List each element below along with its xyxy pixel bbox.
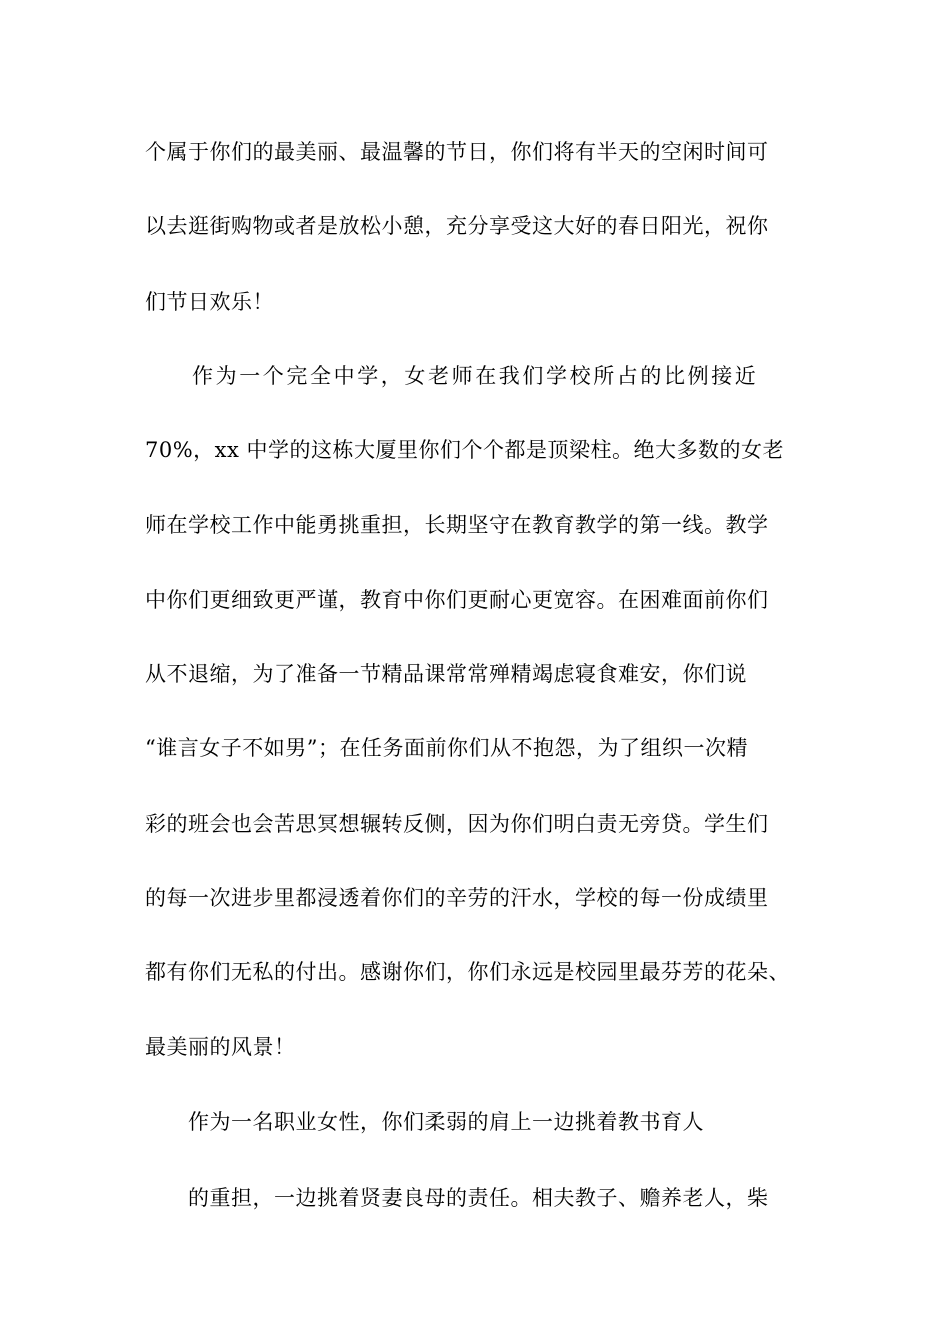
text-line-4: 作为一个完全中学，女老师在我们学校所占的比例接近	[192, 364, 759, 388]
text-line-9: “谁言女子不如男”；在任务面前你们从不抱怨，为了组织一次精	[145, 736, 748, 760]
text-line-7: 中你们更细致更严谨，教育中你们更耐心更宽容。在困难面前你们	[145, 588, 769, 612]
text-line-3: 们节日欢乐！	[145, 290, 274, 314]
text-line-10: 彩的班会也会苦思冥想辗转反侧，因为你们明白责无旁贷。学生们	[145, 812, 769, 836]
text-line-12: 都有你们无私的付出。感谢你们，你们永远是校园里最芬芳的花朵、	[145, 960, 790, 984]
text-line-15: 的重担，一边挑着贤妻良母的责任。相夫教子、赡养老人，柴	[188, 1186, 769, 1210]
text-line-5: 70%，xx 中学的这栋大厦里你们个个都是顶梁柱。绝大多数的女老	[145, 438, 785, 462]
text-line-6: 师在学校工作中能勇挑重担，长期坚守在教育教学的第一线。教学	[145, 513, 769, 537]
text-line-14: 作为一名职业女性，你们柔弱的肩上一边挑着教书育人	[188, 1110, 704, 1134]
text-line-11: 的每一次进步里都浸透着你们的辛劳的汗水，学校的每一份成绩里	[145, 886, 769, 910]
text-line-8: 从不退缩，为了准备一节精品课常常殚精竭虑寝食难安，你们说	[145, 662, 747, 686]
text-line-2: 以去逛街购物或者是放松小憩，充分享受这大好的春日阳光，祝你	[145, 214, 769, 238]
text-line-13: 最美丽的风景！	[145, 1035, 296, 1059]
text-line-1: 个属于你们的最美丽、最温馨的节日，你们将有半天的空闲时间可	[145, 140, 769, 164]
